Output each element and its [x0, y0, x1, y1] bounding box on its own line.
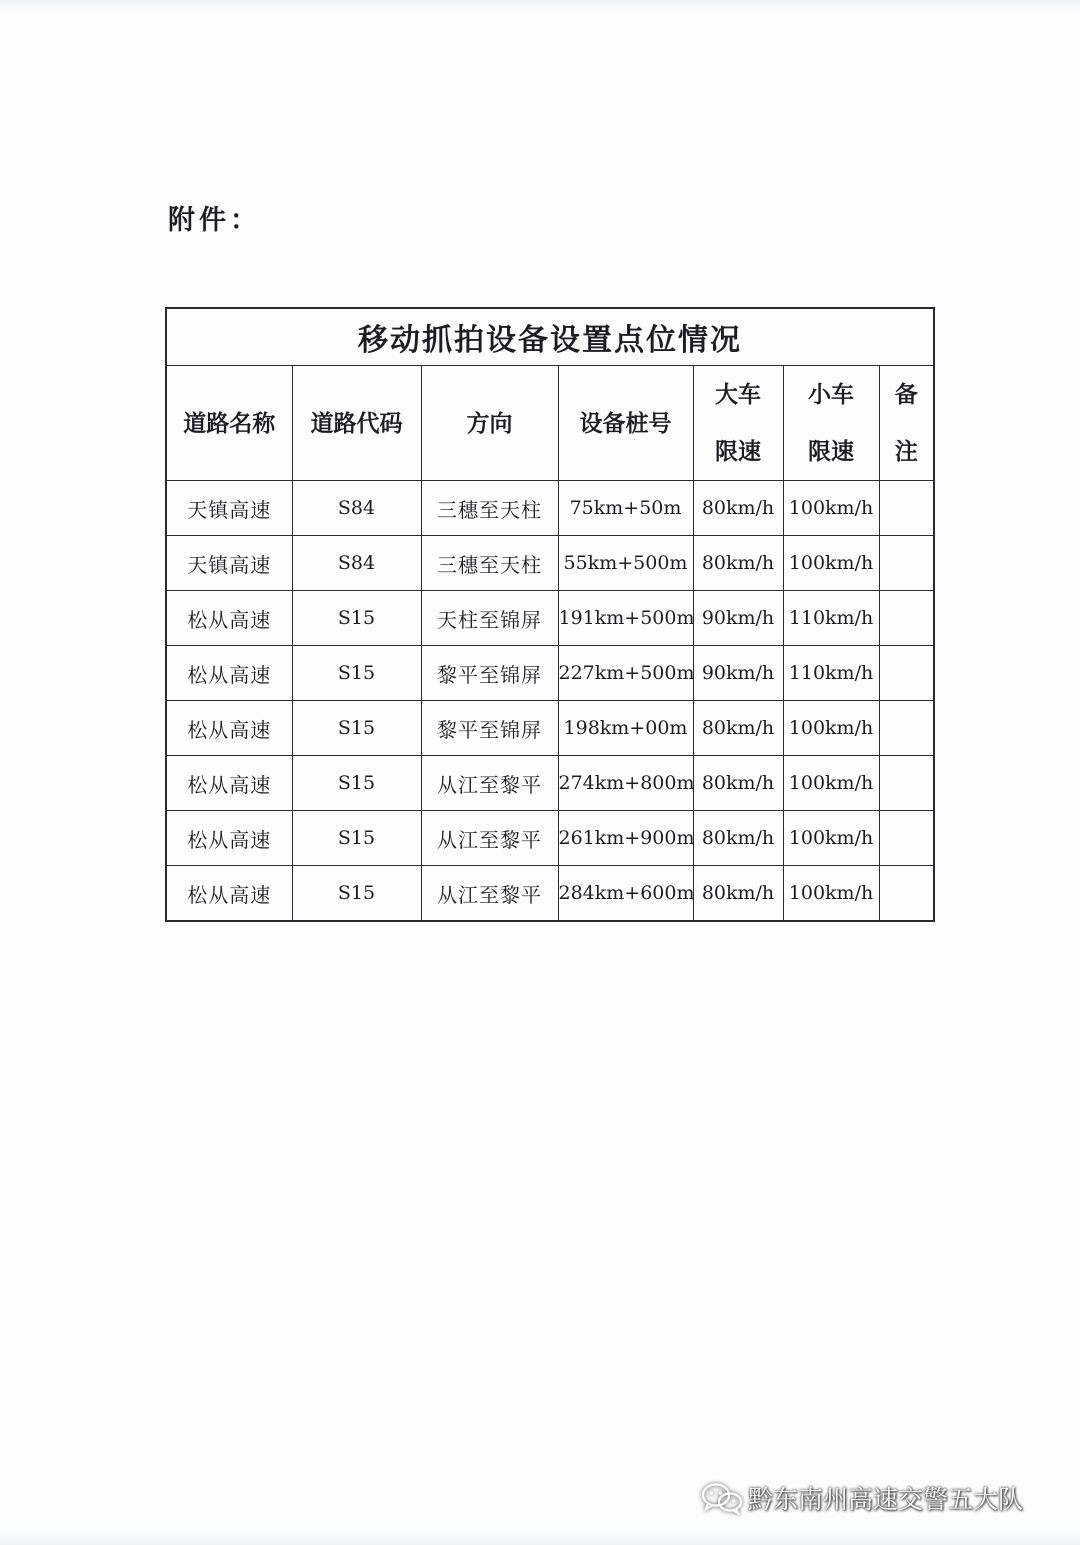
- header-remarks-line1: 备: [894, 381, 918, 408]
- cell-remarks: [879, 591, 934, 646]
- cell-car-speed-limit: 100km/h: [783, 536, 879, 591]
- cell-direction: 黎平至锦屏: [421, 701, 558, 756]
- header-road-code: 道路代码: [292, 366, 421, 481]
- scan-edge-top: [0, 0, 1080, 14]
- cell-stake-number: 227km+500m: [558, 646, 693, 701]
- cell-road-name: 松从高速: [166, 811, 292, 866]
- cell-road-code: S15: [292, 646, 421, 701]
- cell-direction: 从江至黎平: [421, 811, 558, 866]
- cell-stake-number: 75km+50m: [558, 481, 693, 536]
- header-road-name: 道路名称: [166, 366, 292, 481]
- cell-road-name: 松从高速: [166, 756, 292, 811]
- cell-road-code: S84: [292, 536, 421, 591]
- cell-direction: 从江至黎平: [421, 866, 558, 922]
- cell-car-speed-limit: 110km/h: [783, 646, 879, 701]
- header-car-speed-limit: [783, 366, 879, 481]
- cell-road-code: S15: [292, 811, 421, 866]
- cell-car-speed-limit: 100km/h: [783, 701, 879, 756]
- table-row: [166, 866, 934, 922]
- cell-car-speed-limit: 110km/h: [783, 591, 879, 646]
- cell-truck-speed-limit: 80km/h: [693, 866, 783, 922]
- watermark: [700, 1480, 1023, 1516]
- table-row: [166, 811, 934, 866]
- header-car-line2: 限速: [808, 438, 854, 465]
- cell-direction: 从江至黎平: [421, 756, 558, 811]
- header-truck-line2: 限速: [715, 438, 761, 465]
- cell-direction: 三穗至天柱: [421, 536, 558, 591]
- cell-stake-number: 261km+900m: [558, 811, 693, 866]
- wechat-icon: [700, 1481, 744, 1515]
- cell-truck-speed-limit: 80km/h: [693, 481, 783, 536]
- header-stake-number: 设备桩号: [558, 366, 693, 481]
- table-body: [166, 481, 934, 922]
- cell-truck-speed-limit: 90km/h: [693, 591, 783, 646]
- table-row: [166, 756, 934, 811]
- cell-remarks: [879, 701, 934, 756]
- cell-car-speed-limit: 100km/h: [783, 756, 879, 811]
- cell-remarks: [879, 866, 934, 922]
- table-row: [166, 536, 934, 591]
- cell-remarks: [879, 756, 934, 811]
- cell-road-name: 天镇高速: [166, 481, 292, 536]
- cell-road-name: 松从高速: [166, 701, 292, 756]
- table-row: [166, 646, 934, 701]
- cell-road-name: 松从高速: [166, 646, 292, 701]
- cell-stake-number: 191km+500m: [558, 591, 693, 646]
- cell-remarks: [879, 536, 934, 591]
- capture-points-table: [165, 307, 935, 922]
- table-title: 移动抓拍设备设置点位情况: [166, 308, 934, 366]
- cell-truck-speed-limit: 80km/h: [693, 811, 783, 866]
- cell-road-code: S15: [292, 701, 421, 756]
- cell-road-code: S15: [292, 756, 421, 811]
- cell-car-speed-limit: 100km/h: [783, 866, 879, 922]
- header-direction: 方向: [421, 366, 558, 481]
- cell-direction: 三穗至天柱: [421, 481, 558, 536]
- header-truck-line1: 大车: [715, 381, 761, 408]
- header-truck-speed-limit: [693, 366, 783, 481]
- cell-direction: 黎平至锦屏: [421, 646, 558, 701]
- watermark-text: 黔东南州高速交警五大队: [748, 1485, 1024, 1514]
- attachment-label: 附件：: [168, 205, 261, 236]
- header-car-line1: 小车: [808, 381, 854, 408]
- cell-car-speed-limit: 100km/h: [783, 481, 879, 536]
- cell-stake-number: 198km+00m: [558, 701, 693, 756]
- cell-truck-speed-limit: 90km/h: [693, 646, 783, 701]
- header-remarks: [879, 366, 934, 481]
- cell-truck-speed-limit: 80km/h: [693, 701, 783, 756]
- cell-road-code: S15: [292, 866, 421, 922]
- cell-road-name: 松从高速: [166, 591, 292, 646]
- cell-car-speed-limit: 100km/h: [783, 811, 879, 866]
- cell-direction: 天柱至锦屏: [421, 591, 558, 646]
- cell-remarks: [879, 481, 934, 536]
- cell-road-name: 松从高速: [166, 866, 292, 922]
- cell-stake-number: 274km+800m: [558, 756, 693, 811]
- cell-road-name: 天镇高速: [166, 536, 292, 591]
- table-row: [166, 591, 934, 646]
- scan-edge-bottom: [0, 1527, 1080, 1545]
- cell-truck-speed-limit: 80km/h: [693, 536, 783, 591]
- table-row: [166, 481, 934, 536]
- cell-road-code: S15: [292, 591, 421, 646]
- cell-stake-number: 55km+500m: [558, 536, 693, 591]
- header-remarks-line2: 注: [894, 438, 918, 465]
- cell-stake-number: 284km+600m: [558, 866, 693, 922]
- cell-remarks: [879, 646, 934, 701]
- cell-road-code: S84: [292, 481, 421, 536]
- cell-remarks: [879, 811, 934, 866]
- table-header-row: [166, 366, 934, 481]
- table-title-row: [166, 308, 934, 366]
- table-row: [166, 701, 934, 756]
- cell-truck-speed-limit: 80km/h: [693, 756, 783, 811]
